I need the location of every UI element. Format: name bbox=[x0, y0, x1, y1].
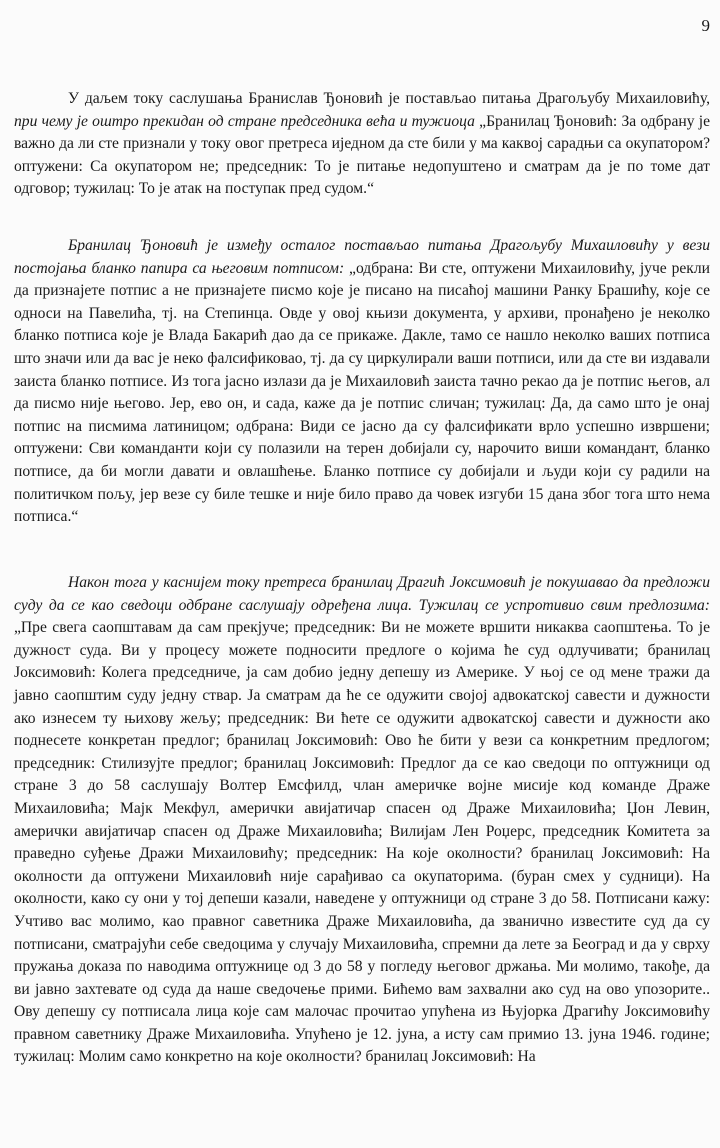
paragraph-2-quote: „одбрана: Ви сте, оптужени Михаиловићу, јуче рекли да признајете потпис а не признајете писмо које је писано на писаћој машини Ранку Брашићу, које се односи на Павелића, тј. на Степинца. Овде у овој књизи документа, у архиви, пронађено је неколко бланко потписа које је Влада Бакарић дао да се прикаже. Дакле, тамо се нашло неколко ваших потписа што значи или да вас је неко фалсификовао, тј. да су циркулирали ваши потписи, или да сте ви издавали заиста бланко потписе. Из тога јасно излази да је Михаиловић заиста тачно рекао да је потпис његов, ал да писмо није његово. Јер, ево он, и сада, каже да је потпис сличан; тужилац: Да, да само што је онај потпис на писмима латиницом; одбрана: Види се јасно да су фалсификати врло успешно извршени; оптужени: Сви команданти који су полазили на терен добијали су, нарочито виши командант, бланко потписе, да би могли давати и овлашћење. Бланко потписе су добијали и људи који су радили на политичком пољу, јер везе су биле тешке и није било право да човек изгуби 15 дана због тога што нема потписа.“ bbox=[14, 259, 710, 526]
paragraph-2 bbox=[14, 235, 710, 529]
paragraph-1-text: У даљем току саслушања Бранислав Ђоновић је постављао питања Драгољубу Михаиловићу, bbox=[68, 90, 710, 107]
paragraph-3-quote: „Пре свега саопштавам да сам прекјуче; председник: Ви не можете вршити никаква саопштења. То је дужност суда. Ви у процесу можете подносити предлоге о којима ће суд одлучивати; бранилац Јоксимовић: Колега председниче, ја сам добио једну депешу из Америке. У њој се од мене тражи да јавно саопштим суду једну ствар. Ја сматрам да ће се одужити својој адвокатској савести и дужности ако изнесем ту њихову жељу; председник: Ви ћете се одужити адвокатској савести и дужности ако поднесете конкретан предлог; бранилац Јоксимовић: Ово ће бити у вези са конкретним предлогом; председник: Стилизујте предлог; бранилац Јоксимовић: Предлог да се као сведоци по оптужници од стране 3 до 58 саслушају Волтер Емсфилд, члан америчке војне мисије код команде Драже Михаиловића; Мајк Мекфул, амерички авијатичар спасен од Драже Михаиловића; Џон Левин, амерички авијатичар спасен од Драже Михаиловића; Вилијам Лен Роџерс, председник Комитета за праведно суђење Дражи Михаиловићу; председник: На које околности? бранилац Јоксимовић: На околности да оптужени Михаиловић није сарађивао са окупаторима. (буран смех у судници). На околности, како су они у тој депеши казали, наведене у оптужници од стране 3 до 58. Потписани кажу: Учтиво вас молимо, као правног саветника Драже Михаиловића, да званично известите суд да су потписани, сматрајући себе сведоцима у случају Михаиловића, спремни да лете за Београд и да у сврху пружања доказа по наводима оптужнице од 3 до 58 у погледу његовог држања. Ми молимо, такође, да ви јавно захтевате од суда да наше сведочење прими. Бићемо вам захвални ако суд на ово упозорите.. Ову депешу су потписала лица које сам малочас прочитао упућена из Њујорка Драгићу Јоксимовићу правном саветнику Драже Михаиловића. Упућено је 12. јуна, а исту сам примио 13. јуна 1946. године; тужилац: Молим само конкретно на које околности? бранилац Јоксимовић: На bbox=[14, 619, 710, 1066]
paragraph-3-italic-text: Након тога у каснијем току претреса бранилац Драгић Јоксимовић је покушавао да предложи суду да се као сведоци одбране саслушају одређена лица. Тужилац се успротивио свим предлозима: bbox=[14, 574, 710, 614]
paragraph-3 bbox=[14, 572, 710, 1069]
page-number: 9 bbox=[701, 16, 710, 35]
paragraph-1-italic-text: при чему је оштро прекидан од стране председника већа и тужиоца bbox=[14, 112, 475, 130]
paragraph-1 bbox=[14, 88, 710, 201]
paragraph-1-quote: „Бранилац Ђоновић: За одбрану је важно да ли сте признали у току овог претреса иједном да сте били у ма каквој сарадњи са окупатором? оптужени: Са окупатором не; председник: То је питање недопуштено и сматрам да је по томе дат одговор; тужилац: То је атак на поступак пред судом.“ bbox=[14, 112, 710, 198]
paragraph-2-italic-text: Бранилац Ђоновић је између осталог постављао питања Драгољубу Михаиловићу у вези постојања бланко папира са његовим потписом: bbox=[14, 237, 710, 277]
